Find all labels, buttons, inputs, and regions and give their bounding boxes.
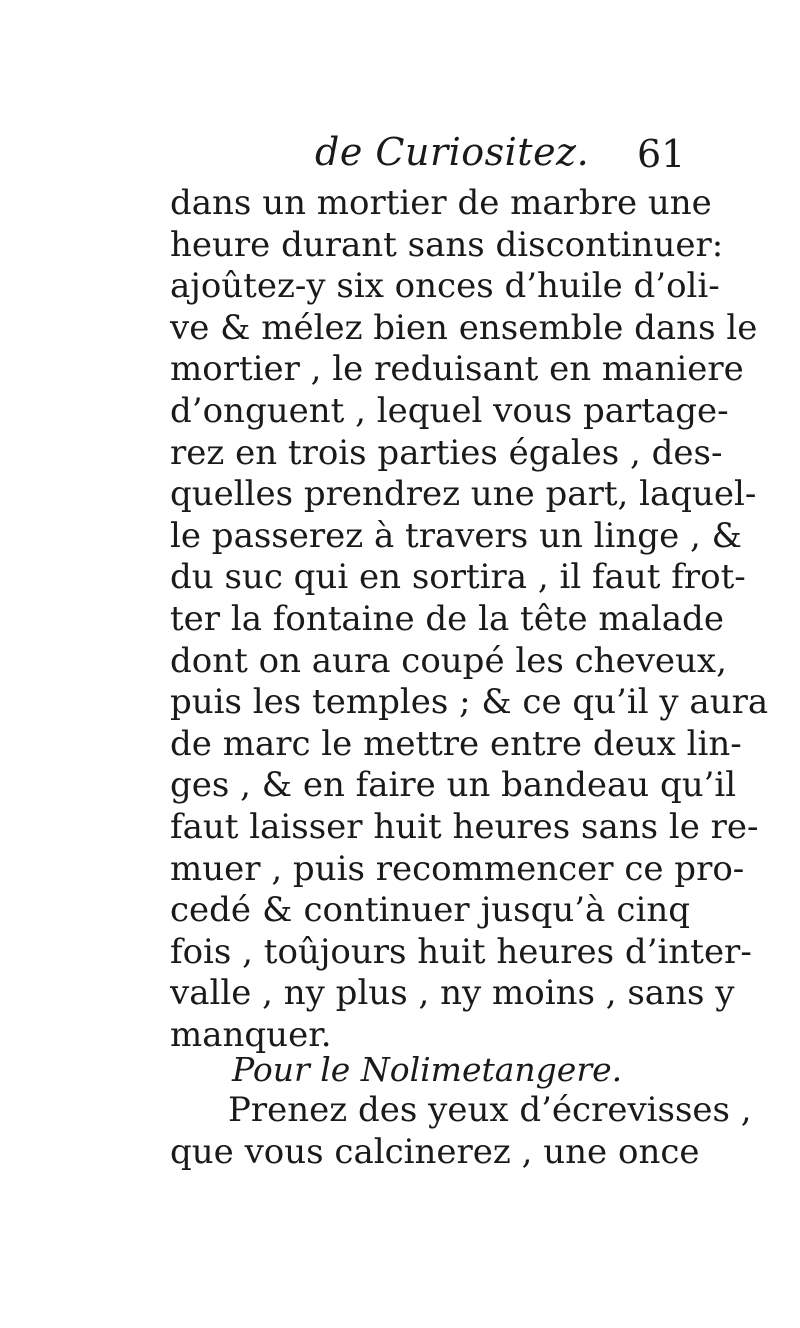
text-line: d’onguent , lequel vous partage- [170,390,729,431]
text-line: Prenez des yeux d’écrevisses , [228,1090,752,1130]
section-heading: Pour le Nolimetangere. [232,1050,623,1089]
text-line: dont on aura coupé les cheveux, [170,640,727,681]
text-line: puis les temples ; & ce qu’il y aura [170,682,769,723]
text-line: valle , ny plus , ny moins , sans y [170,973,735,1014]
text-line: ajoûtez-y six onces d’huile d’oli- [170,266,720,307]
text-line: dans un mortier de marbre une [170,183,712,223]
text-line: du suc qui en sortira , il faut frot- [170,557,746,598]
text-line: ve & mélez bien ensemble dans le [170,307,758,348]
text-line: fois , toûjours huit heures d’inter- [170,931,752,972]
section-paragraph [170,1090,752,1173]
text-line: ter la fontaine de la tête malade [170,598,724,639]
body-paragraph [170,183,769,1056]
text-line: manquer. [170,1014,332,1055]
text-line: que vous calcinerez , une once [170,1131,700,1172]
text-line: faut laisser huit heures sans le re- [170,806,759,847]
page-number: 61 [637,132,686,176]
text-line: ges , & en faire un bandeau qu’il [170,765,737,806]
text-line: heure durant sans discontinuer: [170,224,724,265]
text-line: le passerez à travers un linge , & [170,515,742,556]
text-line: cedé & continuer jusqu’à cinq [170,890,690,931]
running-title: de Curiositez. [315,130,590,174]
text-line: de marc le mettre entre deux lin- [170,723,742,764]
text-line: mortier , le reduisant en maniere [170,349,744,390]
text-line: rez en trois parties égales , des- [170,432,723,473]
text-line: muer , puis recommencer ce pro- [170,848,745,889]
text-line: quelles prendrez une part, laquel- [170,474,757,515]
